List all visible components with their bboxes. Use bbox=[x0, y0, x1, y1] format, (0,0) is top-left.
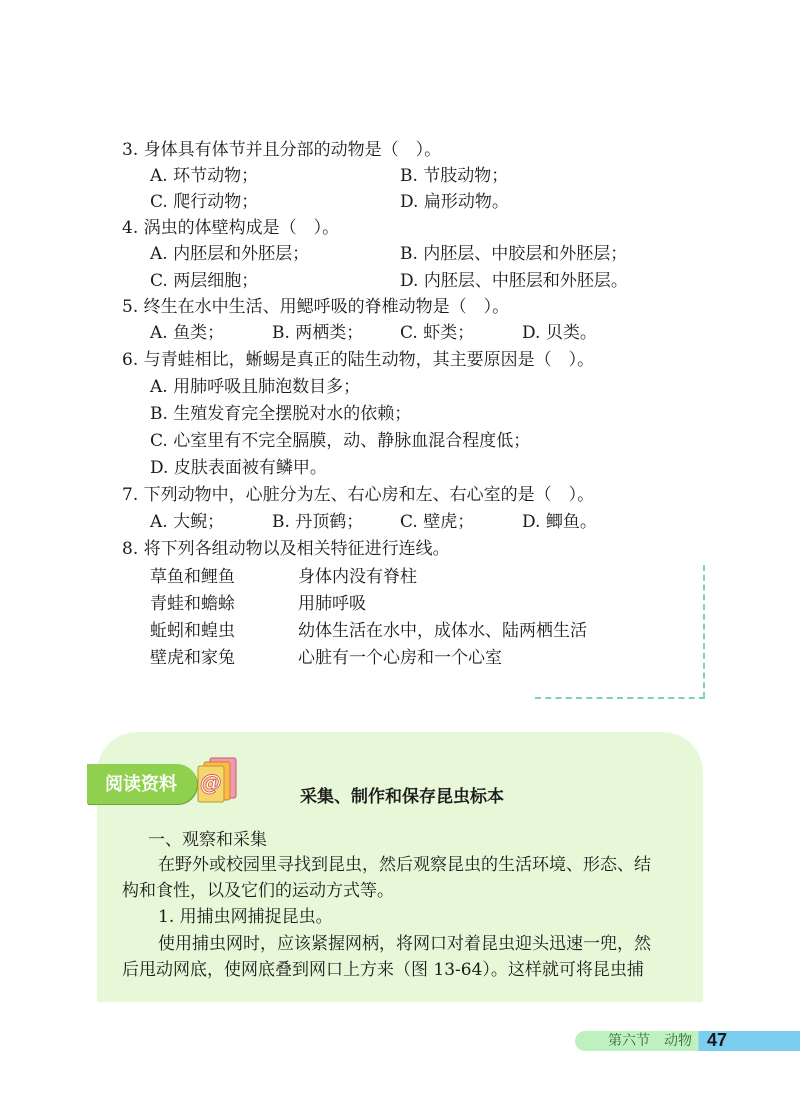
svg-text:@: @ bbox=[200, 771, 222, 796]
q6-option-d: D. 皮肤表面被有鳞甲。 bbox=[150, 458, 327, 478]
q8-right-item: 用肺呼吸 bbox=[298, 594, 366, 614]
footer-section-label: 第六节 动物 bbox=[608, 1033, 692, 1049]
q7-option-a: A. 大鲵； bbox=[150, 512, 225, 532]
question-5-stem: 5. 终生在水中生活、用鳃呼吸的脊椎动物是（ ）。 bbox=[122, 297, 510, 317]
question-7-stem: 7. 下列动物中，心脏分为左、右心房和左、右心室的是（ ）。 bbox=[122, 485, 595, 505]
reading-title: 采集、制作和保存昆虫标本 bbox=[300, 787, 504, 806]
dashed-border-vertical bbox=[703, 565, 705, 698]
q8-left-item: 壁虎和家兔 bbox=[150, 648, 235, 668]
reading-paragraph: 使用捕虫网时，应该紧握网柄，将网口对着昆虫迎头迅速一兜，然 bbox=[158, 934, 651, 954]
q4-option-d: D. 内胚层、中胚层和外胚层。 bbox=[400, 271, 628, 291]
q4-option-c: C. 两层细胞； bbox=[150, 271, 259, 291]
q3-option-b: B. 节肢动物； bbox=[400, 166, 509, 186]
reading-tag-label: 阅读资料 bbox=[105, 774, 177, 794]
q7-option-d: D. 鲫鱼。 bbox=[522, 512, 597, 532]
q3-option-a: A. 环节动物； bbox=[150, 166, 259, 186]
question-4-stem: 4. 涡虫的体壁构成是（ ）。 bbox=[122, 218, 340, 238]
q6-option-c: C. 心室里有不完全膈膜，动、静脉血混合程度低； bbox=[150, 431, 531, 451]
question-3-stem: 3. 身体具有体节并且分部的动物是（ ）。 bbox=[122, 140, 442, 160]
q8-left-item: 草鱼和鲤鱼 bbox=[150, 567, 235, 587]
q3-option-d: D. 扁形动物。 bbox=[400, 192, 509, 212]
q4-option-b: B. 内胚层、中胶层和外胚层； bbox=[400, 244, 628, 264]
q8-right-item: 幼体生活在水中，成体水、陆两栖生活 bbox=[298, 621, 587, 641]
q8-right-item: 心脏有一个心房和一个心室 bbox=[298, 648, 502, 668]
q6-option-a: A. 用肺呼吸且肺泡数目多； bbox=[150, 377, 361, 397]
reading-paragraph: 在野外或校园里寻找到昆虫，然后观察昆虫的生活环境、形态、结 bbox=[158, 855, 651, 875]
q3-option-c: C. 爬行动物； bbox=[150, 192, 259, 212]
q8-left-item: 蚯蚓和蝗虫 bbox=[150, 621, 235, 641]
reading-paragraph: 构和食性，以及它们的运动方式等。 bbox=[122, 881, 394, 901]
book-at-icon bbox=[196, 752, 242, 804]
reading-heading-1: 一、观察和采集 bbox=[148, 830, 267, 850]
dashed-border-horizontal bbox=[535, 697, 705, 699]
q5-option-c: C. 虾类； bbox=[400, 323, 475, 343]
reading-heading-2: 1. 用捕虫网捕捉昆虫。 bbox=[158, 907, 333, 927]
q7-option-b: B. 丹顶鹤； bbox=[272, 512, 364, 532]
reading-paragraph: 后甩动网底，使网底叠到网口上方来（图 13-64）。这样就可将昆虫捕 bbox=[122, 960, 644, 980]
q5-option-d: D. 贝类。 bbox=[522, 323, 597, 343]
question-6-stem: 6. 与青蛙相比，蜥蜴是真正的陆生动物，其主要原因是（ ）。 bbox=[122, 350, 595, 370]
q8-right-item: 身体内没有脊柱 bbox=[298, 567, 417, 587]
q7-option-c: C. 壁虎； bbox=[400, 512, 475, 532]
q5-option-a: A. 鱼类； bbox=[150, 323, 225, 343]
q6-option-b: B. 生殖发育完全摆脱对水的依赖； bbox=[150, 404, 412, 424]
page-number: 47 bbox=[707, 1030, 728, 1050]
q8-left-item: 青蛙和蟾蜍 bbox=[150, 594, 235, 614]
question-8-stem: 8. 将下列各组动物以及相关特征进行连线。 bbox=[122, 539, 450, 559]
q4-option-a: A. 内胚层和外胚层； bbox=[150, 244, 310, 264]
q5-option-b: B. 两栖类； bbox=[272, 323, 364, 343]
